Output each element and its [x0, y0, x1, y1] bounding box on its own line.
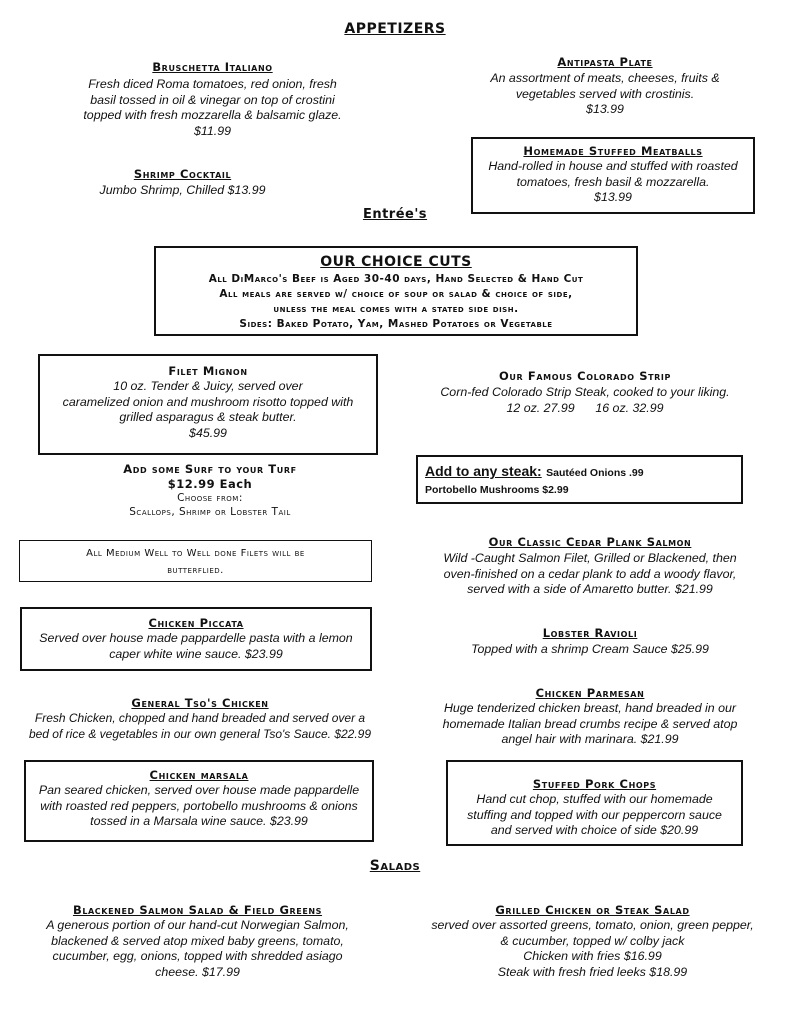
item-desc-line: Jumbo Shrimp, Chilled $13.99 — [99, 183, 266, 197]
item-title: Chicken Parmesan — [535, 686, 645, 700]
salads-heading: Salads — [369, 858, 421, 874]
item-title: Lobster Ravioli — [542, 626, 638, 640]
menu-item-lobster-ravioli — [420, 626, 760, 658]
item-desc-line: Fresh Chicken, chopped and hand breaded and served over a — [34, 711, 366, 725]
surf-title: Add some Surf to your Turf — [123, 462, 297, 476]
menu-item-blackened-salmon-salad — [20, 903, 375, 980]
item-desc-line: cucumber, egg, onions, topped with shredded asiago — [52, 949, 343, 963]
item-desc-line: Corn-fed Colorado Strip Steak, cooked to your liking. — [440, 385, 730, 399]
item-desc-line: served over assorted greens, tomato, onion, green pepper, — [431, 918, 754, 932]
item-desc-line: blackened & served atop mixed baby greens, tomato, — [51, 933, 344, 948]
note-line: All Medium Well to Well done Filets will be — [86, 548, 305, 559]
surf-price: $12.99 Each — [167, 477, 253, 491]
item-price: 12 oz. 27.99 16 oz. 32.99 — [506, 400, 664, 415]
menu-item-antipasta — [440, 55, 770, 118]
appetizers-heading: APPETIZERS — [344, 21, 446, 37]
item-price: $11.99 — [194, 123, 231, 138]
item-desc-line: Wild -Caught Salmon Filet, Grilled or Blackened, then — [443, 551, 737, 565]
item-price: $45.99 — [189, 425, 227, 440]
choice-cuts-box — [154, 246, 638, 336]
item-desc-line: 10 oz. Tender & Juicy, served over — [113, 379, 303, 393]
menu-item-shrimp-cocktail — [60, 167, 305, 199]
item-desc-line: Hand cut chop, stuffed with our homemade — [476, 792, 713, 806]
add-steak-onions: Sautéed Onions .99 — [546, 467, 644, 479]
menu-item-chicken-marsala — [24, 760, 374, 842]
item-desc-line: Fresh diced Roma tomatoes, red onion, fresh — [88, 77, 337, 91]
choice-cuts-line: All meals are served w/ choice of soup or salad & choice of side, — [219, 288, 573, 300]
item-desc-line: Topped with a shrimp Cream Sauce $25.99 — [471, 642, 709, 656]
item-title: Our Classic Cedar Plank Salmon — [488, 535, 692, 549]
item-price: $13.99 — [594, 190, 632, 204]
item-desc-line: Hand-rolled in house and stuffed with roasted — [488, 159, 738, 173]
item-title: Grilled Chicken or Steak Salad — [495, 903, 690, 917]
add-to-steak-box — [416, 455, 743, 504]
item-desc-line: vegetables served with crostinis. — [515, 86, 695, 101]
item-title: Chicken Piccata — [148, 616, 244, 630]
item-title: Filet Mignon — [168, 364, 248, 378]
butterfly-note-box — [19, 540, 372, 582]
item-desc-line: basil tossed in oil & vinegar on top of crostini — [90, 92, 335, 107]
item-desc-line: & cucumber, topped w/ colby jack — [500, 933, 685, 948]
menu-item-stuffed-pork-chops — [446, 760, 743, 846]
menu-item-bruschetta — [30, 60, 395, 139]
item-desc-line: bed of rice & vegetables in our own general Tso's Sauce. $22.99 — [28, 726, 372, 741]
item-desc-line: tossed in a Marsala wine sauce. $23.99 — [90, 814, 308, 828]
item-desc-line: angel hair with marinara. $21.99 — [501, 732, 679, 746]
item-title: Chicken marsala — [149, 768, 249, 782]
item-desc-line: and served with choice of side $20.99 — [490, 823, 699, 837]
item-desc-line: tomatoes, fresh basil & mozzarella. — [516, 174, 710, 189]
item-title: Shrimp Cocktail — [133, 167, 232, 181]
surf-options: Scallops, Shrimp or Lobster Tail — [129, 506, 291, 518]
item-title: Our Famous Colorado Strip — [499, 369, 671, 383]
item-desc-line: with roasted red peppers, portobello mushrooms & onions — [40, 798, 358, 813]
item-desc-line: homemade Italian bread crumbs recipe & served atop — [442, 716, 738, 731]
item-desc-line: grilled asparagus & steak butter. — [119, 410, 297, 424]
item-title: General Tso's Chicken — [131, 696, 269, 710]
menu-item-grilled-salad — [410, 903, 775, 980]
item-desc-line: caramelized onion and mushroom risotto topped with — [62, 394, 354, 409]
item-desc-line: Pan seared chicken, served over house made pappardelle — [38, 783, 360, 797]
choice-cuts-title: OUR CHOICE CUTS — [320, 254, 472, 270]
item-title: Stuffed Pork Chops — [532, 777, 657, 791]
item-desc-line: An assortment of meats, cheeses, fruits & — [490, 71, 720, 85]
item-desc-line: stuffing and topped with our peppercorn sauce — [467, 807, 722, 822]
item-desc-line: Served over house made pappardelle pasta with a lemon — [39, 631, 353, 645]
item-desc-line: Chicken with fries $16.99 — [523, 949, 662, 963]
menu-item-general-tso — [10, 696, 390, 742]
item-title: Homemade Stuffed Meatballs — [523, 144, 703, 158]
item-desc-line: Huge tenderized chicken breast, hand breaded in our — [443, 701, 737, 715]
item-desc-line: Steak with fresh fried leeks $18.99 — [497, 964, 688, 979]
item-title: Antipasta Plate — [557, 55, 653, 69]
menu-item-chicken-parmesan — [420, 686, 760, 748]
choice-cuts-line: Sides: Baked Potato, Yam, Mashed Potatoes or Vegetable — [239, 318, 553, 330]
note-line: butterflied. — [167, 565, 224, 576]
item-title: Bruschetta Italiano — [152, 60, 273, 74]
menu-item-meatballs — [471, 137, 755, 214]
item-desc-line: A generous portion of our hand-cut Norwegian Salmon, — [46, 918, 349, 932]
surf-turf-addon — [40, 462, 380, 519]
surf-choose-label: Choose from: — [177, 492, 243, 504]
add-steak-mushrooms: Portobello Mushrooms $2.99 — [425, 484, 569, 496]
choice-cuts-line: All DiMarco's Beef is Aged 30-40 days, Hand Selected & Hand Cut — [208, 273, 584, 285]
choice-cuts-line: unless the meal comes with a stated side dish. — [273, 303, 519, 315]
item-desc-line: cheese. $17.99 — [155, 964, 240, 979]
add-steak-label: Add to any steak: — [425, 463, 542, 479]
item-desc-line: topped with fresh mozzarella & balsamic glaze. — [83, 108, 342, 122]
menu-item-chicken-piccata — [20, 607, 372, 671]
menu-item-cedar-salmon — [405, 535, 775, 598]
item-desc-line: oven-finished on a cedar plank to add a woody flavor, — [443, 566, 737, 581]
menu-item-colorado-strip — [400, 369, 770, 416]
item-desc-line: served with a side of Amaretto butter. $21.99 — [467, 582, 713, 596]
entrees-heading: Entrée's — [362, 207, 428, 222]
item-desc-line: caper white wine sauce. $23.99 — [109, 646, 283, 661]
item-title: Blackened Salmon Salad & Field Greens — [72, 903, 323, 917]
menu-item-filet-mignon — [38, 354, 378, 455]
item-price: $13.99 — [586, 102, 624, 116]
